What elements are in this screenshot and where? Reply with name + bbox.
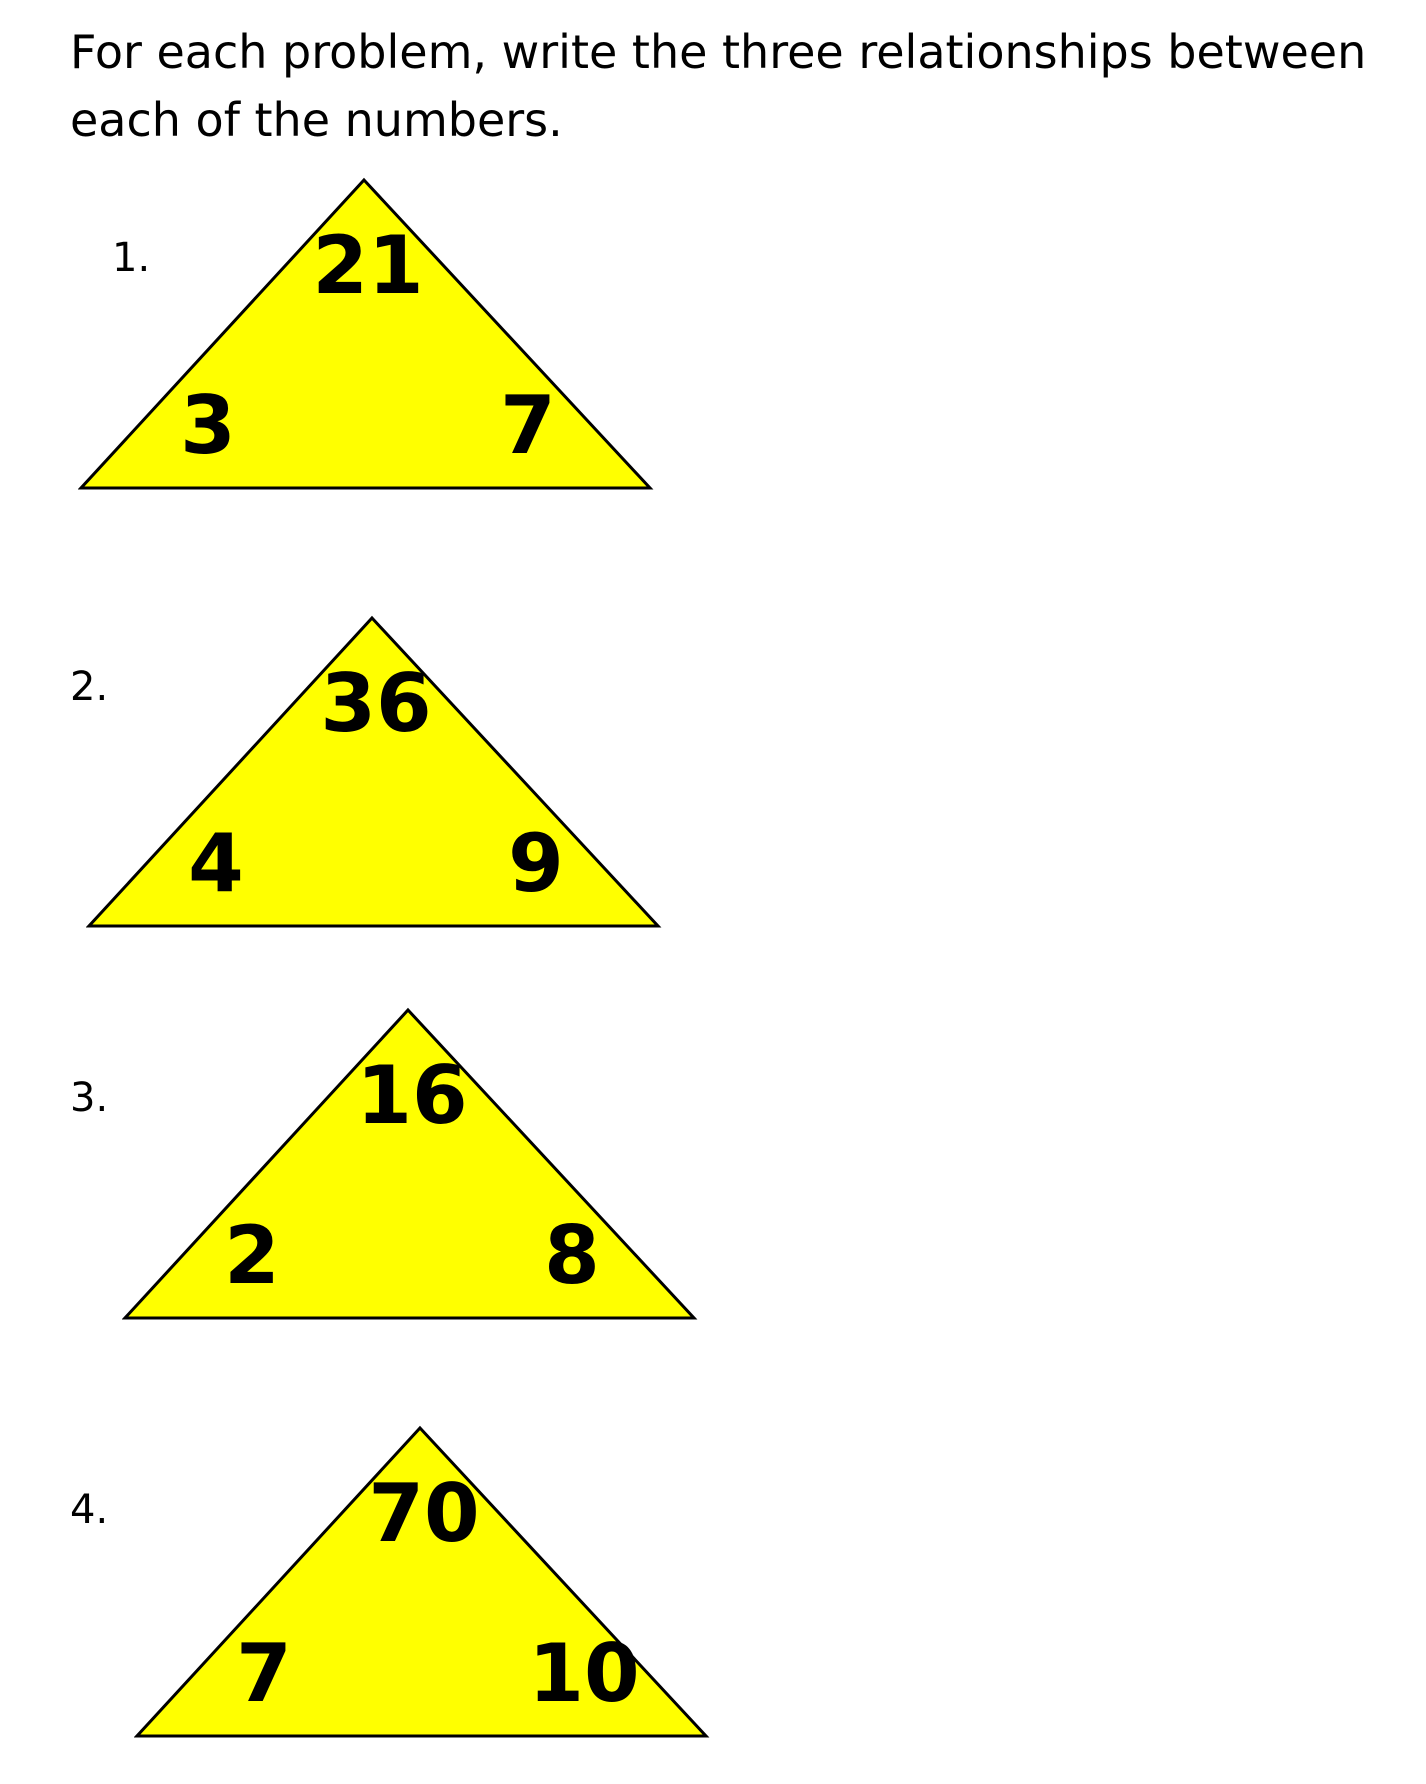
problem-number: 1.: [112, 235, 151, 281]
fact-triangle: [134, 1424, 714, 1744]
triangle-left-number: 7: [236, 1627, 292, 1720]
triangle-top-number: 36: [320, 657, 432, 750]
triangle-right-number: 9: [508, 817, 564, 910]
fact-triangle: [122, 1006, 702, 1326]
problem-number: 2.: [70, 664, 109, 710]
problem-number: 3.: [70, 1075, 109, 1121]
triangle-top-number: 70: [368, 1467, 480, 1560]
triangle-left-number: 3: [180, 379, 236, 472]
triangle-left-number: 2: [224, 1209, 280, 1302]
triangle-right-number: 8: [544, 1209, 600, 1302]
triangle-left-number: 4: [188, 817, 244, 910]
triangle-right-number: 10: [528, 1627, 640, 1720]
problem-number: 4.: [70, 1487, 109, 1533]
triangle-top-number: 16: [356, 1049, 468, 1142]
fact-triangle: [86, 614, 666, 934]
fact-triangle: [78, 176, 658, 496]
triangle-right-number: 7: [500, 379, 556, 472]
instructions-text: For each problem, write the three relationships between each of the numbers.: [70, 25, 1367, 147]
triangle-top-number: 21: [312, 219, 424, 312]
